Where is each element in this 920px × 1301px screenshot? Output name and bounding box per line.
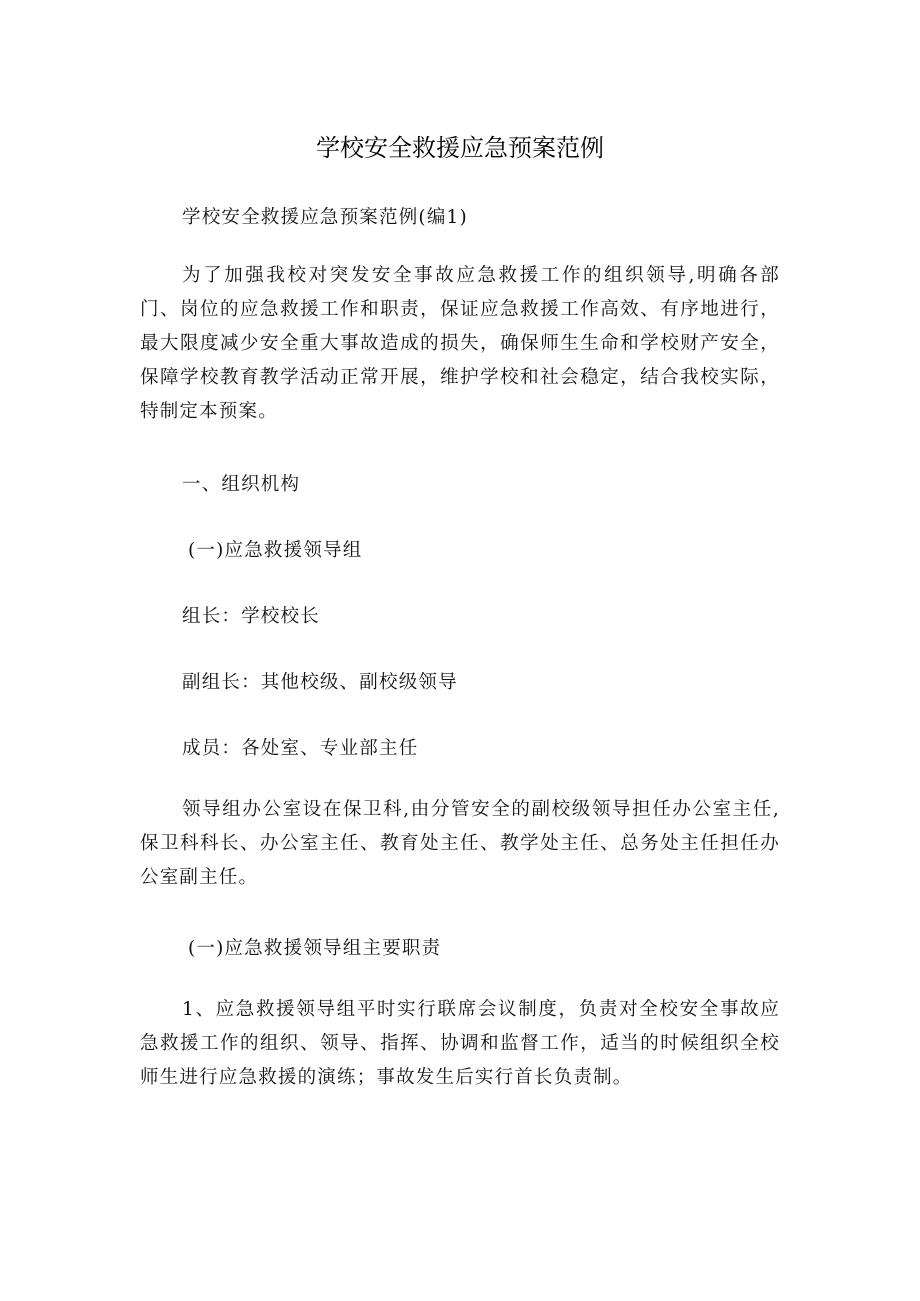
intro-paragraph: 为了加强我校对突发安全事故应急救援工作的组织领导,明确各部门、岗位的应急救援工作和职责，保证应急救援工作高效、有序地进行，最大限度减少安全重大事故造成的损失，确保师生生命和学校财产安全，保障学校教育教学活动正常开展，维护学校和社会稳定，结合我校实际，特制定本预案。 [140, 265, 780, 422]
members-line: 成员：各处室、专业部主任 [182, 738, 419, 759]
deputy-leader-line: 副组长：其他校级、副校级领导 [182, 672, 458, 693]
subsection-heading-duties: (一)应急救援领导组主要职责 [188, 938, 442, 959]
leader-line: 组长：学校校长 [182, 606, 320, 627]
subsection-heading-leadership-group: (一)应急救援领导组 [188, 540, 363, 561]
duty-paragraph-1: 1、应急救援领导组平时实行联席会议制度，负责对全校安全事故应急救援工作的组织、领导、指挥、协调和监督工作，适当的时候组织全校师生进行应急救援的演练；事故发生后实行首长负责制。 [140, 999, 780, 1088]
section-heading-organization: 一、组织机构 [182, 474, 301, 495]
document-subtitle: 学校安全救援应急预案范例(编1) [182, 207, 468, 228]
office-paragraph: 领导组办公室设在保卫科,由分管安全的副校级领导担任办公室主任,保卫科科长、办公室主任、教育处主任、教学处主任、总务处主任担任办公室副主任。 [140, 799, 780, 888]
document-title: 学校安全救援应急预案范例 [316, 134, 604, 162]
